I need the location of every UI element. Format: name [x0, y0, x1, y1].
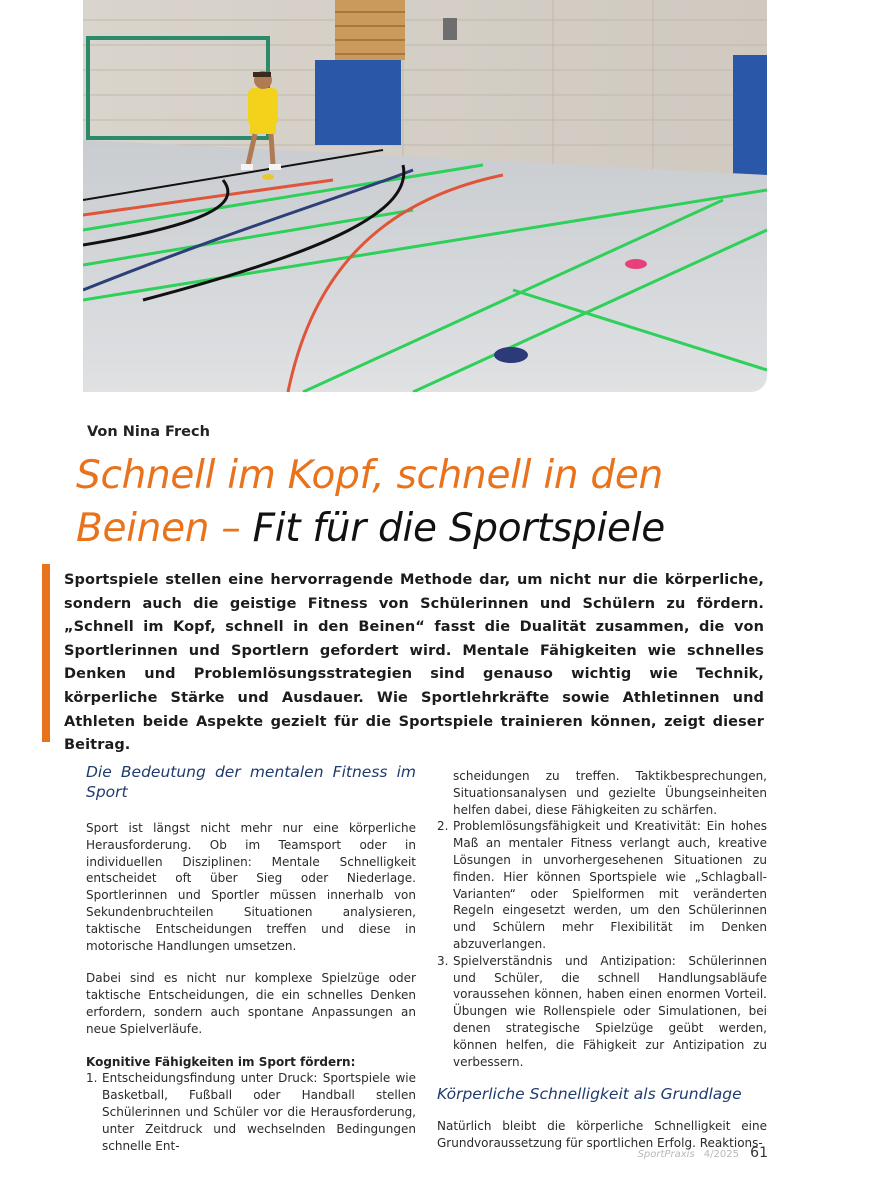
body-paragraph: Natürlich bleibt die körperliche Schnelligkeit eine Grundvoraussetzung für sportlichen Erfolg. Reaktions-	[437, 1119, 767, 1151]
left-column	[86, 762, 416, 1154]
title-orange-line-2: Beinen –	[76, 506, 241, 551]
list-item	[437, 953, 767, 1071]
page-footer	[638, 1145, 768, 1161]
list-item-text: Entscheidungsfindung unter Druck: Sportspiele wie Basketball, Fußball oder Handball stellen Schülerinnen und Schüler vor die Herausforderung, unter Zeitdruck und wechselnden Bedingungen schnelle Ent-	[102, 1071, 416, 1153]
list-item-text: Problemlösungsfähigkeit und Kreativität: Ein hohes Maß an mentaler Fitness verlangt auch, kreative Lösungen in unvorhergesehenen Situationen zu finden. Hier können Sportspiele wie „Schlagball-Varianten“ oder Spielformen mit veränderten Regeln eingesetzt werden, um den Schülerinnen und Schülern mehr Flexibilität im Denken abzuverlangen.	[453, 819, 767, 951]
section-heading-mental-fitness: Die Bedeutung der mentalen Fitness im Sport	[86, 763, 416, 801]
lead-paragraph: Sportspiele stellen eine hervorragende Methode dar, um nicht nur die körperliche, sondern auch die geistige Fitness von Schülerinnen und Schülern zu fördern. „Schnell im Kopf, schnell in den Beinen“ fasst die Dualität zusammen, die von Sportlerinnen und Sportlern gefordert wird. Mentale Fähigkeiten wie schnelles Denken und Problemlösungsstrategien sind genauso wichtig wie Technik, körperliche Stärke und Ausdauer. Wie Sportlehrkräfte sowie Athletinnen und Athleten beide Aspekte gezielt für die Sportspiele trainieren können, zeigt dieser Beitrag.	[64, 572, 764, 754]
section-heading-physical-speed: Körperliche Schnelligkeit als Grundlage	[437, 1085, 742, 1104]
issue-number: 4/2025	[703, 1149, 739, 1160]
list-number: 1.	[86, 1071, 98, 1086]
gym-photo	[83, 0, 767, 392]
body-paragraph: Dabei sind es nicht nur komplexe Spielzüge oder taktische Entscheidungen, die ein schnelles Denken erfordern, sondern auch spontane Anpassungen an neue Spielverläufe.	[86, 971, 416, 1036]
list-item	[437, 818, 767, 952]
list-item-text: scheidungen zu treffen. Taktikbesprechungen, Situationsanalysen und gezielte Übungseinheiten helfen dabei, diese Fähigkeiten zu schärfen.	[453, 769, 767, 817]
list-number: 3.	[437, 953, 449, 968]
byline: Von Nina Frech	[87, 424, 210, 440]
list-item	[86, 1070, 416, 1154]
title-orange-line-1: Schnell im Kopf, schnell in den	[76, 453, 663, 498]
list-item-text: Spielverständnis und Antizipation: Schülerinnen und Schüler, die schnell Handlungsabläufe voraussehen können, haben einen enormen Vorteil. Übungen wie Rollenspiele oder Simulationen, bei denen strategische Spielzüge geübt werden, können helfen, die Fähigkeit zur Antizipation zu verbessern.	[453, 953, 767, 1069]
right-column	[437, 768, 767, 1168]
page-number: 61	[750, 1145, 768, 1161]
cognitive-skills-list-continued	[437, 768, 767, 1070]
article-title	[76, 449, 776, 555]
lead-accent-bar	[42, 564, 50, 742]
title-black: Fit für die Sportspiele	[252, 506, 665, 551]
cognitive-skills-list	[86, 1070, 416, 1154]
list-item	[437, 768, 767, 818]
list-number: 2.	[437, 819, 449, 834]
subheading-cognitive-skills: Kognitive Fähigkeiten im Sport fördern:	[86, 1054, 356, 1069]
body-paragraph: Sport ist längst nicht mehr nur eine körperliche Herausforderung. Ob im Teamsport oder in individuellen Disziplinen: Mentale Schnelligkeit entscheidet oft über Sieg oder Niederlage. Sportlerinnen und Sportler müssen innerhalb von Sekundenbruchteilen Situationen analysieren, taktische Entscheidungen treffen und diese in motorische Handlungen umsetzen.	[86, 821, 416, 953]
magazine-name: SportPraxis	[637, 1149, 695, 1160]
